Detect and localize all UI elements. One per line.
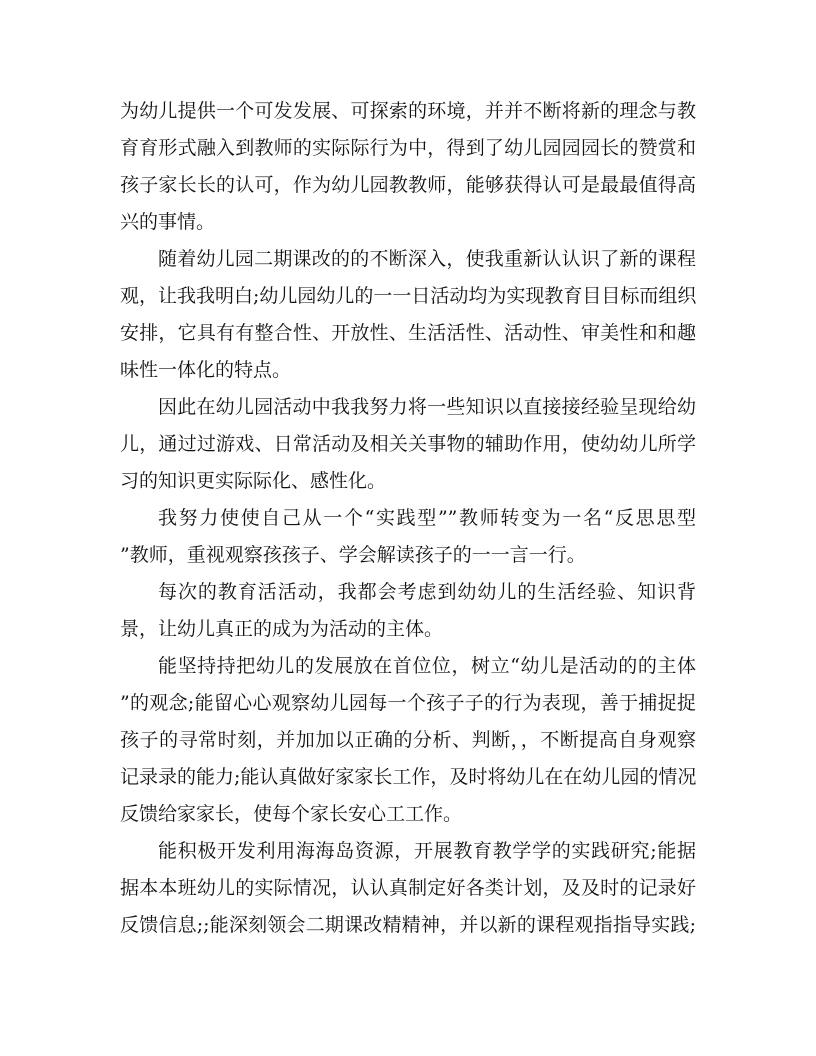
text-line: 能积极开发利用海海岛资源，开展教育教学学的实践研究;能据 xyxy=(158,840,696,862)
text-line: 兴的事情。 xyxy=(120,211,216,233)
text-line: 反馈给家家长，使每个家长安心工工作。 xyxy=(120,803,463,825)
paragraph-2 xyxy=(120,241,696,389)
text-line: 孩子家长长的认可，作为幼儿园教教师，能够获得认可是最最值得高 xyxy=(120,174,696,196)
paragraph-6 xyxy=(120,648,696,833)
text-line: 反馈信息;;能深刻领会二期课改精精神，并以新的课程观指指导实践; xyxy=(120,914,696,936)
text-line: ”教师，重视观察孩孩子、学会解读孩子的一一言一行。 xyxy=(120,544,586,566)
text-line: 孩子的寻常时刻，并加加以正确的分析、判断，，不断提高自身观察 xyxy=(120,729,696,751)
text-line: 每次的教育活活动，我都会考虑到幼幼儿的生活经验、知识背 xyxy=(158,581,696,603)
text-line: 能坚持持把幼儿的发展放在首位位，树立“幼儿是活动的的主体 xyxy=(158,655,696,677)
text-line: 因此在幼儿园活动中我我努力将一些知识以直接接经验呈现给幼 xyxy=(158,396,696,418)
text-line: 随着幼儿园二期课改的的不断深入，使我重新认认识了新的课程 xyxy=(158,248,696,270)
text-line: 观，让我我明白;幼儿园幼儿的一一日活动均为实现教育目目标而组织 xyxy=(120,285,697,307)
text-line: 我努力使使自己从一个“实践型””教师转变为一名“反思思型 xyxy=(158,507,696,529)
text-line: 安排，它具有有整合性、开放性、生活活性、活动性、审美性和和趣 xyxy=(120,322,696,344)
text-line: 记录录的能力;能认真做好家家长工作，及时将幼儿在在幼儿园的情况 xyxy=(120,766,697,788)
paragraph-5 xyxy=(120,574,696,648)
paragraph-4 xyxy=(120,500,696,574)
document-body xyxy=(120,93,696,944)
text-line: 育育形式融入到教师的实际际行为中，得到了幼儿园园园长的赞赏和 xyxy=(120,137,696,159)
text-line: 景，让幼儿真正的成为为活动的主体。 xyxy=(120,618,444,640)
paragraph-3 xyxy=(120,389,696,500)
text-line: ”的观念;能留心心观察幼儿园每一个孩子子的行为表现，善于捕捉捉 xyxy=(120,692,696,714)
paragraph-7 xyxy=(120,833,696,944)
text-line: 味性一体化的特点。 xyxy=(120,359,292,381)
text-line: 儿，通过过游戏、日常活动及相关关事物的辅助作用，使幼幼儿所学 xyxy=(120,433,696,455)
text-line: 为幼儿提供一个可发发展、可探索的环境，并并不断将新的理念与教 xyxy=(120,100,696,122)
text-line: 习的知识更实际际化、感性化。 xyxy=(120,470,387,492)
paragraph-1 xyxy=(120,93,696,241)
text-line: 据本本班幼儿的实际情况，认认真制定好各类计划，及及时的记录好 xyxy=(120,877,696,899)
